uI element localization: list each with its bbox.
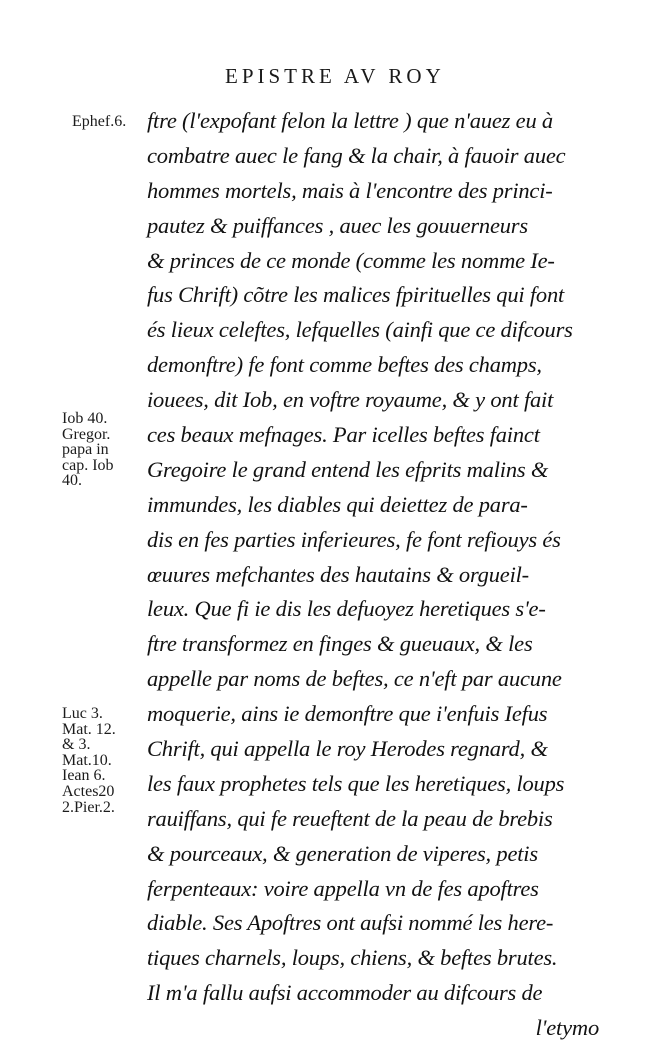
text-line: Gregoire le grand entend les efprits malins &	[147, 456, 549, 482]
text-line: Il m'a fallu aufsi accommoder au difcours de	[147, 980, 543, 1006]
margin-note-line: & 3.	[62, 736, 91, 754]
text-line: ces beaux mefnages. Par icelles beftes fainct	[147, 422, 540, 448]
margin-note-line: papa in	[62, 441, 109, 459]
margin-note-line: 40.	[62, 472, 82, 490]
text-line: immundes, les diables qui deiettez de para-	[147, 491, 528, 517]
body-text	[147, 104, 607, 1046]
text-line: diable. Ses Apoftres ont aufsi nommé les here-	[147, 910, 554, 936]
text-line: Chrift, qui appella le roy Herodes regnard, &	[147, 736, 548, 762]
text-line: fus Chrift) cõtre les malices fpirituelles qui font	[147, 282, 565, 308]
text-line: és lieux celeftes, lefquelles (ainfi que ce difcours	[147, 317, 573, 343]
margin-note-line: Luc 3.	[62, 705, 103, 722]
margin-note-line: 2.Pier.2.	[62, 798, 115, 816]
text-line: demonftre) fe font comme beftes des champs,	[147, 352, 542, 378]
text-line: tiques charnels, loups, chiens, & beftes brutes.	[147, 945, 558, 971]
text-line: œuures mefchantes des hautains & orgueil-	[147, 561, 529, 587]
margin-note-line: Iean 6.	[62, 767, 106, 785]
margin-note-line: Mat.10.	[62, 751, 112, 769]
text-line: ferpenteaux: voire appella vn de fes apoftres	[147, 875, 539, 901]
margin-note-line: Ephef.6.	[72, 113, 127, 130]
text-line: ftre (l'expofant felon la lettre ) que n'auez eu à	[147, 108, 553, 133]
text-line: pautez & puiffances , auec les gouuerneurs	[147, 212, 528, 238]
text-line: leux. Que fi ie dis les defuoyez heretiques s'e-	[147, 596, 546, 622]
catchword: l'etymo	[535, 1015, 599, 1041]
margin-note-luke-matthew	[62, 706, 116, 815]
text-line: appelle par noms de beftes, ce n'eft par aucune	[147, 666, 562, 692]
margin-note-line: Iob 40.	[62, 410, 108, 427]
text-line: combatre auec le fang & la chair, à fauoir auec	[147, 142, 566, 168]
margin-note-job-gregory	[62, 411, 114, 489]
text-line: & princes de ce monde (comme les nomme Ie-	[147, 247, 555, 273]
text-line: les faux prophetes tels que les heretiques, loups	[147, 770, 565, 796]
margin-note-line: cap. Iob	[62, 456, 114, 474]
text-line: ftre transformez en finges & gueuaux, & les	[147, 631, 533, 657]
text-line: & pourceaux, & generation de viperes, petis	[147, 840, 538, 866]
margin-note-line: Mat. 12.	[62, 720, 116, 738]
margin-note-line: Gregor.	[62, 425, 111, 443]
text-line: dis en fes parties inferieures, fe font refiouys és	[147, 526, 561, 552]
text-line: hommes mortels, mais à l'encontre des princi-	[147, 177, 553, 203]
text-line: iouees, dit Iob, en voftre royaume, & y ont fait	[147, 387, 554, 413]
text-line: moquerie, ains ie demonftre que i'enfuis Iefus	[147, 701, 548, 727]
running-header: EPISTRE AV ROY	[225, 64, 445, 88]
margin-note-line: Actes20	[62, 782, 115, 800]
text-line: rauiffans, qui fe reueftent de la peau de brebis	[147, 805, 553, 831]
margin-note-ephesians	[72, 114, 126, 130]
